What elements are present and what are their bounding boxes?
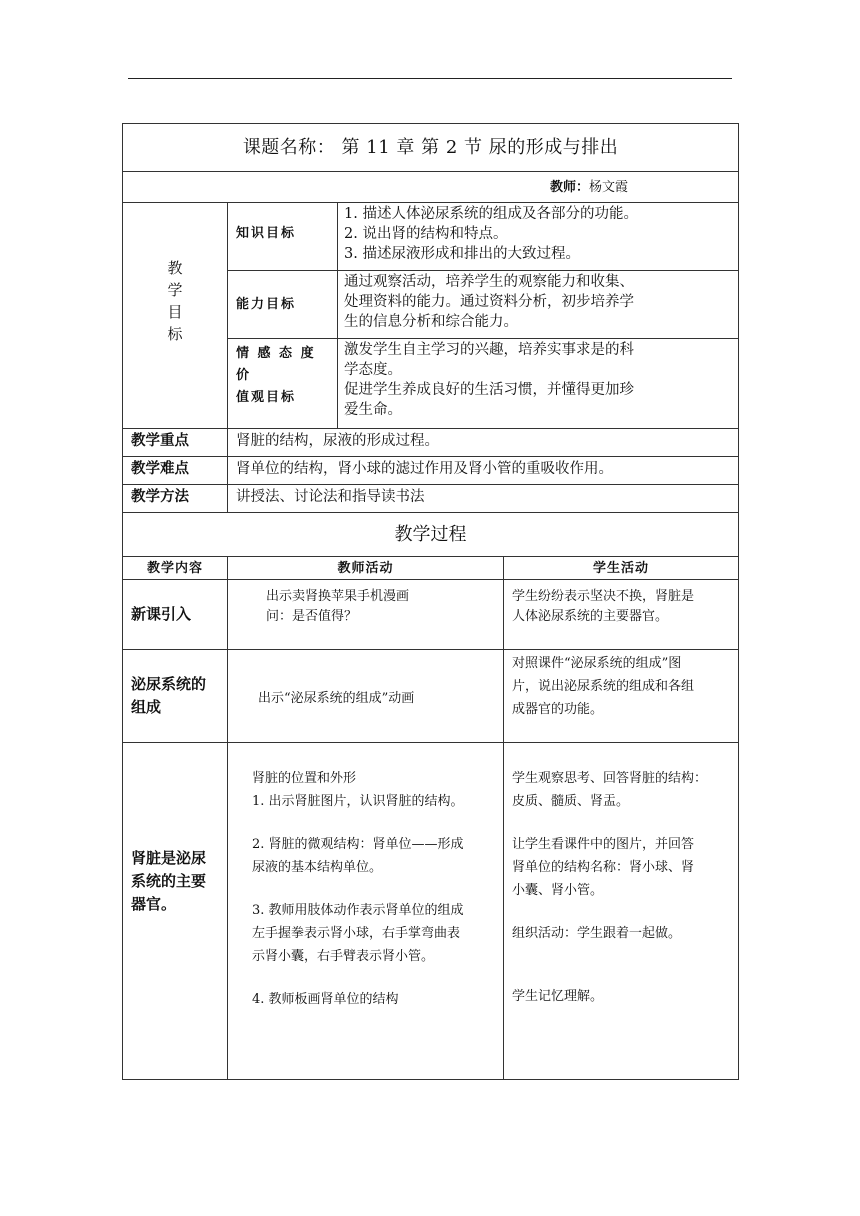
column-header-student: 学生活动 [504, 557, 739, 580]
emotion-goal-label: 情 感 态 度 价 值观目标 [228, 339, 338, 429]
teacher-activity-kidney: 肾脏的位置和外形 1. 出示肾脏图片，认识肾脏的结构。 2. 肾脏的微观结构：肾单位——形成 尿液的基本结构单位。 3. 教师用肢体动作表示肾单位的组成 左手握拳表示肾小球，右手掌弯曲表 示肾小囊，右手臂表示肾小管。 4. 教师板画肾单位的结构 [228, 743, 504, 1080]
page-header-rule [128, 78, 732, 79]
key-points-text: 肾脏的结构，尿液的形成过程。 [228, 429, 739, 457]
ability-goal-text: 通过观察活动，培养学生的观察能力和收集、 处理资料的能力。通过资料分析，初步培养学 生的信息分析和综合能力。 [338, 271, 739, 339]
student-activity-urinary-system: 对照课件“泌尿系统的组成”图 片，说出泌尿系统的组成和各组 成器官的功能。 [504, 650, 739, 743]
difficulties-text: 肾单位的结构，肾小球的滤过作用及肾小管的重吸收作用。 [228, 457, 739, 485]
process-title: 教学过程 [123, 513, 739, 557]
lesson-plan-table [122, 123, 739, 1080]
knowledge-goal-text: 1. 描述人体泌尿系统的组成及各部分的功能。 2. 说出肾的结构和特点。 3. 描述尿液形成和排出的大致过程。 [338, 203, 739, 271]
section-label-kidney: 肾脏是泌尿 系统的主要 器官。 [123, 743, 228, 1080]
difficulties-label: 教学难点 [123, 457, 228, 485]
ability-goal-label: 能力目标 [228, 271, 338, 339]
lesson-title: 课题名称： 第 11 章 第 2 节 尿的形成与排出 [123, 124, 739, 172]
column-header-teacher: 教师活动 [228, 557, 504, 580]
section-label-intro: 新课引入 [123, 580, 228, 650]
emotion-goal-text: 激发学生自主学习的兴趣，培养实事求是的科 学态度。 促进学生养成良好的生活习惯，并懂得更加珍 爱生命。 [338, 339, 739, 429]
key-points-label: 教学重点 [123, 429, 228, 457]
teacher-activity-intro: 出示卖肾换苹果手机漫画 问：是否值得？ [228, 580, 504, 650]
teacher-label: 教师： [550, 179, 590, 195]
student-activity-kidney: 学生观察思考、回答肾脏的结构： 皮质、髓质、肾盂。 让学生看课件中的图片，并回答 肾单位的结构名称：肾小球、肾 小囊、肾小管。 组织活动：学生跟着一起做。 学生记忆理解。 [504, 743, 739, 1080]
section-label-urinary-system: 泌尿系统的 组成 [123, 650, 228, 743]
column-header-content: 教学内容 [123, 557, 228, 580]
goals-header: 教 学 目 标 [123, 203, 228, 429]
teacher-name: 杨文霞 [589, 179, 629, 195]
student-activity-intro: 学生纷纷表示坚决不换，肾脏是 人体泌尿系统的主要器官。 [504, 580, 739, 650]
teacher-activity-urinary-system: 出示“泌尿系统的组成”动画 [228, 650, 504, 743]
knowledge-goal-label: 知识目标 [228, 203, 338, 271]
methods-label: 教学方法 [123, 485, 228, 513]
teacher-line [123, 172, 739, 203]
methods-text: 讲授法、讨论法和指导读书法 [228, 485, 739, 513]
